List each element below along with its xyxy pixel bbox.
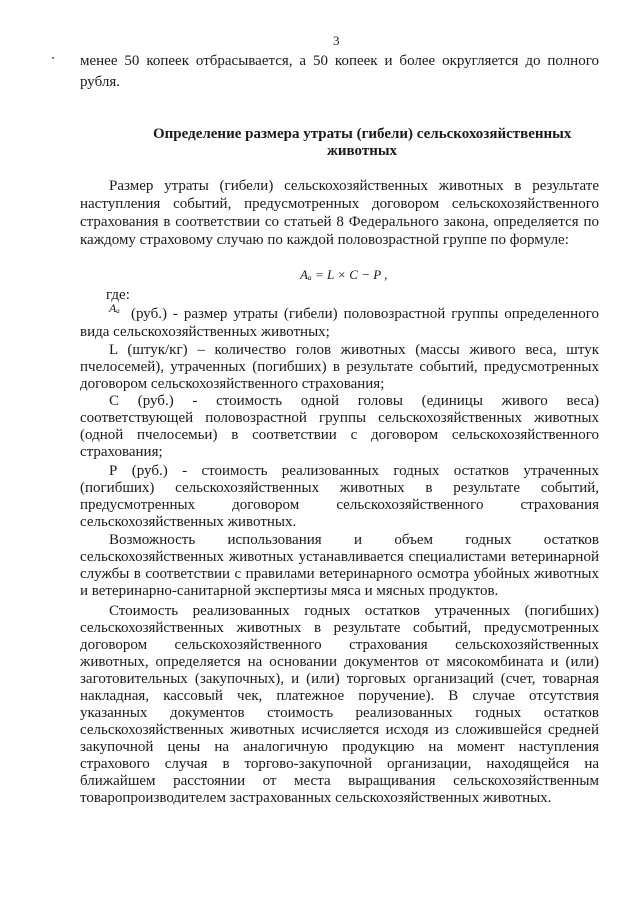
page-number: 3 [333, 33, 340, 48]
possibility-line-3: службы в соответствии с правилами ветеринарного осмотра убойных животных [80, 566, 599, 582]
para1-line-2: наступления событий, предусмотренных договором сельскохозяйственного [80, 196, 599, 212]
def-a-line-1: (руб.) - размер утраты (гибели) половозрастной группы определенного [131, 306, 599, 322]
cost-line-12: товаропроизводителем застрахованных сельскохозяйственных животных. [80, 790, 552, 806]
def-l-line-1: L (штук/кг) – количество голов животных (массы живого веса, штук [109, 342, 599, 358]
cost-line-11: ближайшем расстоянии от места выращивания сельскохозяйственным [80, 773, 599, 789]
cost-line-2: сельскохозяйственных животных в результате событий, предусмотренных [80, 620, 599, 636]
def-p-line-3: предусмотренных договором сельскохозяйственного страхования [80, 497, 599, 513]
cost-line-8: сельскохозяйственных животных исчисляется исходя из сложившейся средней [80, 722, 599, 738]
def-c-line-4: страхования; [80, 444, 163, 460]
cost-line-9: закупочной цены на аналогичную продукцию на момент наступления [80, 739, 599, 755]
scan-speck [52, 57, 54, 59]
formula: Aₐ = L × C − P , [300, 267, 388, 282]
intro-line-2: рубля. [80, 74, 120, 90]
def-l-line-2: пчелосемей), утраченных (погибших) в результате событий, предусмотренных [80, 359, 599, 375]
cost-line-1: Стоимость реализованных годных остатков утраченных (погибших) [109, 603, 599, 619]
def-a-symbol: Aₐ [109, 301, 120, 315]
cost-line-3: договором сельскохозяйственного страхования сельскохозяйственных [80, 637, 599, 653]
cost-line-5: заготовительных (закупочных), и (или) торговых организаций (счет, товарная [80, 671, 599, 687]
possibility-line-4: и ветеринарно-санитарной экспертизы мяса и мясных продуктов. [80, 583, 499, 599]
section-heading-line-2: животных [327, 143, 398, 159]
where-label: где: [106, 287, 130, 303]
def-c-line-3: (одной пчелосемьи) в соответствии с договором сельскохозяйственного [80, 427, 599, 443]
def-c-line-2: соответствующей половозрастной группы сельскохозяйственных животных [80, 410, 599, 426]
def-a-line-2: вида сельскохозяйственных животных; [80, 324, 330, 340]
intro-line-1: менее 50 копеек отбрасывается, а 50 копеек и более округляется до полного [80, 53, 599, 69]
possibility-line-1: Возможность использования и объем годных остатков [109, 532, 599, 548]
para1-line-3: страхования в соответствии со статьей 8 Федерального закона, определяется по [80, 214, 599, 230]
def-p-line-2: (погибших) сельскохозяйственных животных в результате событий, [80, 480, 599, 496]
cost-line-4: животных, определяется на основании документов от мясокомбината и (или) [80, 654, 599, 670]
para1-line-1: Размер утраты (гибели) сельскохозяйственных животных в результате [109, 178, 599, 194]
def-c-line-1: С (руб.) - стоимость одной головы (единицы живого веса) [109, 393, 599, 409]
possibility-line-2: сельскохозяйственных животных устанавливается специалистами ветеринарной [80, 549, 599, 565]
def-l-line-3: договором сельскохозяйственного страхования; [80, 376, 385, 392]
def-p-line-1: Р (руб.) - стоимость реализованных годных остатков утраченных [109, 463, 599, 479]
para1-line-4: каждому страховому случаю по каждой половозрастной группе по формуле: [80, 232, 569, 248]
def-p-line-4: сельскохозяйственных животных. [80, 514, 297, 530]
section-heading-line-1: Определение размера утраты (гибели) сельскохозяйственных [153, 126, 572, 142]
cost-line-10: страхового случая в торгово-закупочной организации, находящейся на [80, 756, 599, 772]
cost-line-7: указанных документов стоимость реализованных годных остатков [80, 705, 599, 721]
cost-line-6: накладная, кассовый чек, платежное поручение). В случае отсутствия [80, 688, 599, 704]
